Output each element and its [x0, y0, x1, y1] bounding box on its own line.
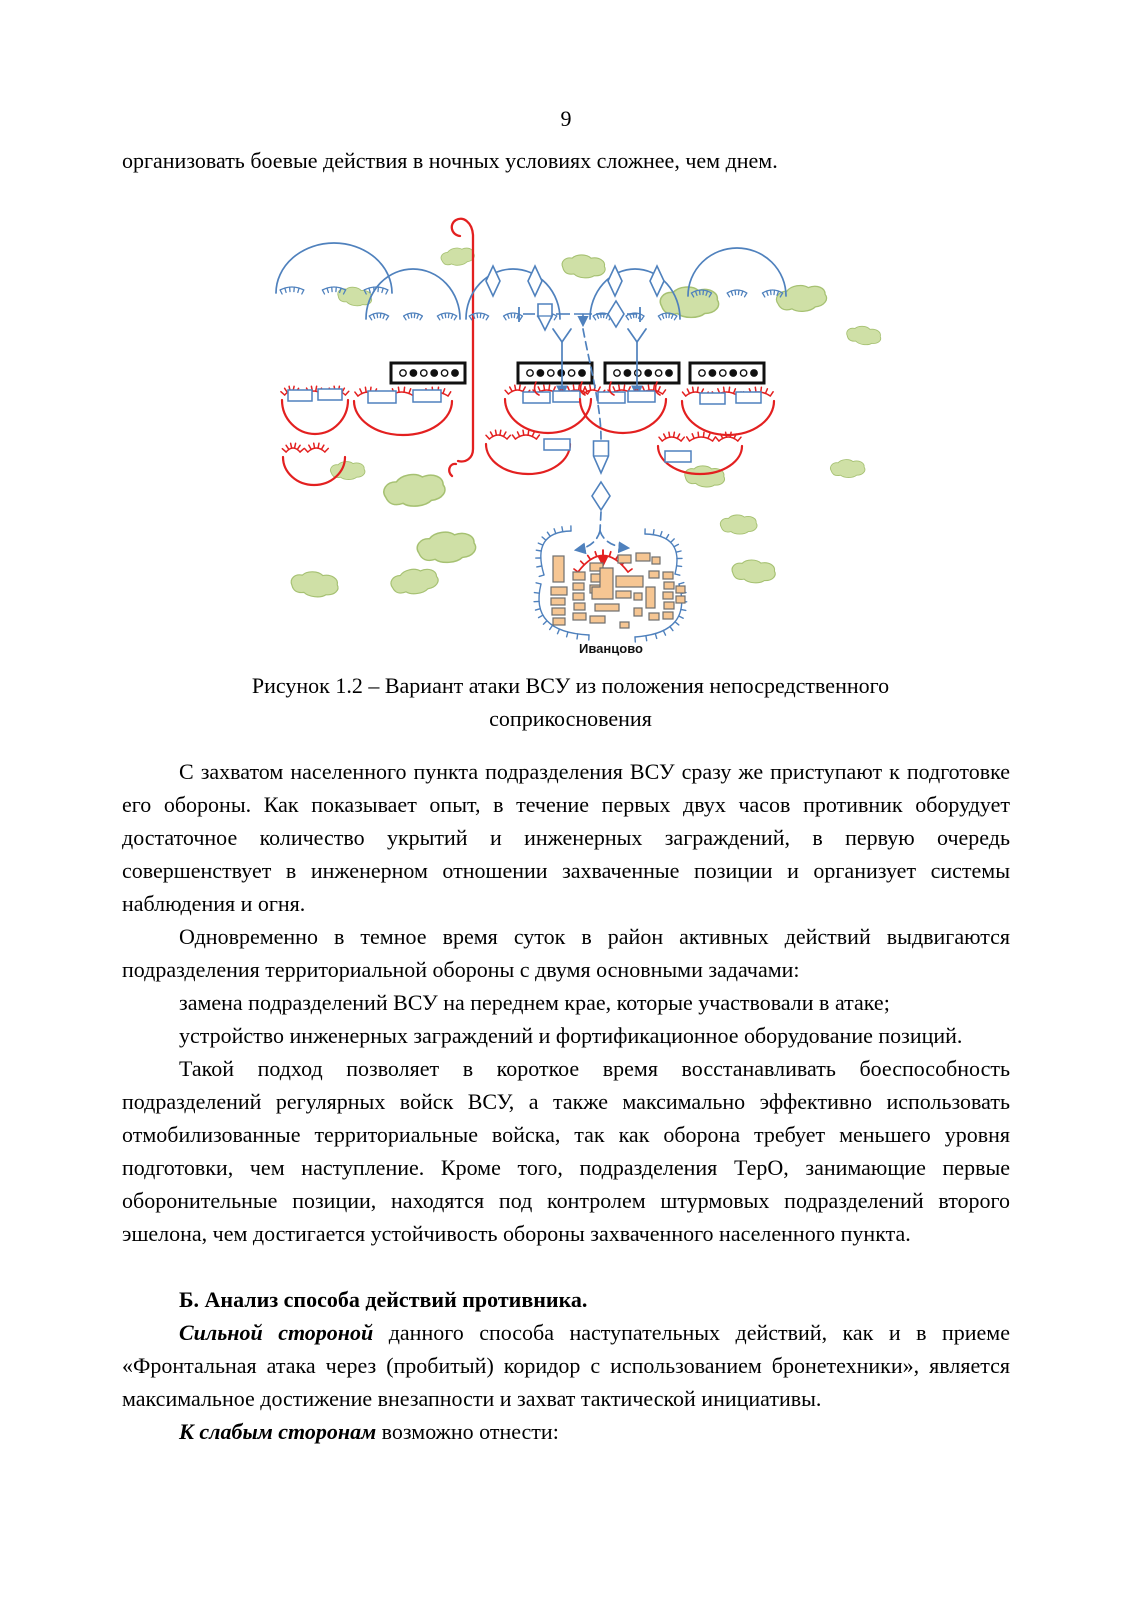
paragraph-1: С захватом населенного пункта подразделения ВСУ сразу же приступают к подготовке его обороны. Как показывает опыт, в течение первых двух часов противник оборудует достаточное количество укрытий и инженерных заграждений, в первую очередь совершенствует в инженерном отношении захваченные позиции и организует системы наблюдения и огня.: [122, 759, 1010, 916]
paragraph-4: устройство инженерных заграждений и фортификационное оборудование позиций.: [179, 1023, 963, 1048]
minefield-symbols: [391, 363, 764, 383]
weak-side-rest: возможно отнести:: [376, 1419, 559, 1444]
paragraph-3: замена подразделений ВСУ на переднем крае, которые участвовали в атаке;: [179, 990, 890, 1015]
intro-line: организовать боевые действия в ночных условиях сложнее, чем днем.: [122, 148, 778, 173]
page-number: 9: [560, 106, 572, 131]
strong-side-rest: данного способа наступательных действий, как и в приеме «Фронтальная атака через (пробитый) коридор с использованием бронетехники», является максимальное достижение внезапности и захват тактической инициативы.: [122, 1320, 1010, 1411]
weak-side-lead: К слабым сторонам: [179, 1419, 377, 1444]
tactical-map-diagram: [248, 201, 893, 663]
paragraph-2: Одновременно в темное время суток в район активных действий выдвигаются подразделения территориальной обороны с двумя основными задачами:: [122, 924, 1010, 982]
paragraph-5: Такой подход позволяет в короткое время восстанавливать боеспособность подразделений регулярных войск ВСУ, а также максимально эффективно использовать отмобилизованные территориальные войска, так как оборона требует меньшего уровня подготовки, чем наступление. Кроме того, подразделения ТерО, занимающие первые оборонительные позиции, находятся под контролем штурмовых подразделений второго эшелона, чем достигается устойчивость обороны захваченного населенного пункта.: [122, 1056, 1010, 1246]
figure-diagram: [248, 201, 893, 735]
figure-caption: Рисунок 1.2 – Вариант атаки ВСУ из положения непосредственного соприкосновения: [251, 673, 890, 731]
paragraph-6: [122, 1316, 1010, 1415]
vegetation-patches: [290, 246, 882, 599]
town-label: Иванцово: [579, 641, 643, 656]
strong-side-lead: Сильной стороной: [179, 1320, 374, 1345]
paragraph-7: [122, 1415, 1010, 1448]
heading-analysis: Б. Анализ способа действий противника.: [179, 1287, 588, 1312]
